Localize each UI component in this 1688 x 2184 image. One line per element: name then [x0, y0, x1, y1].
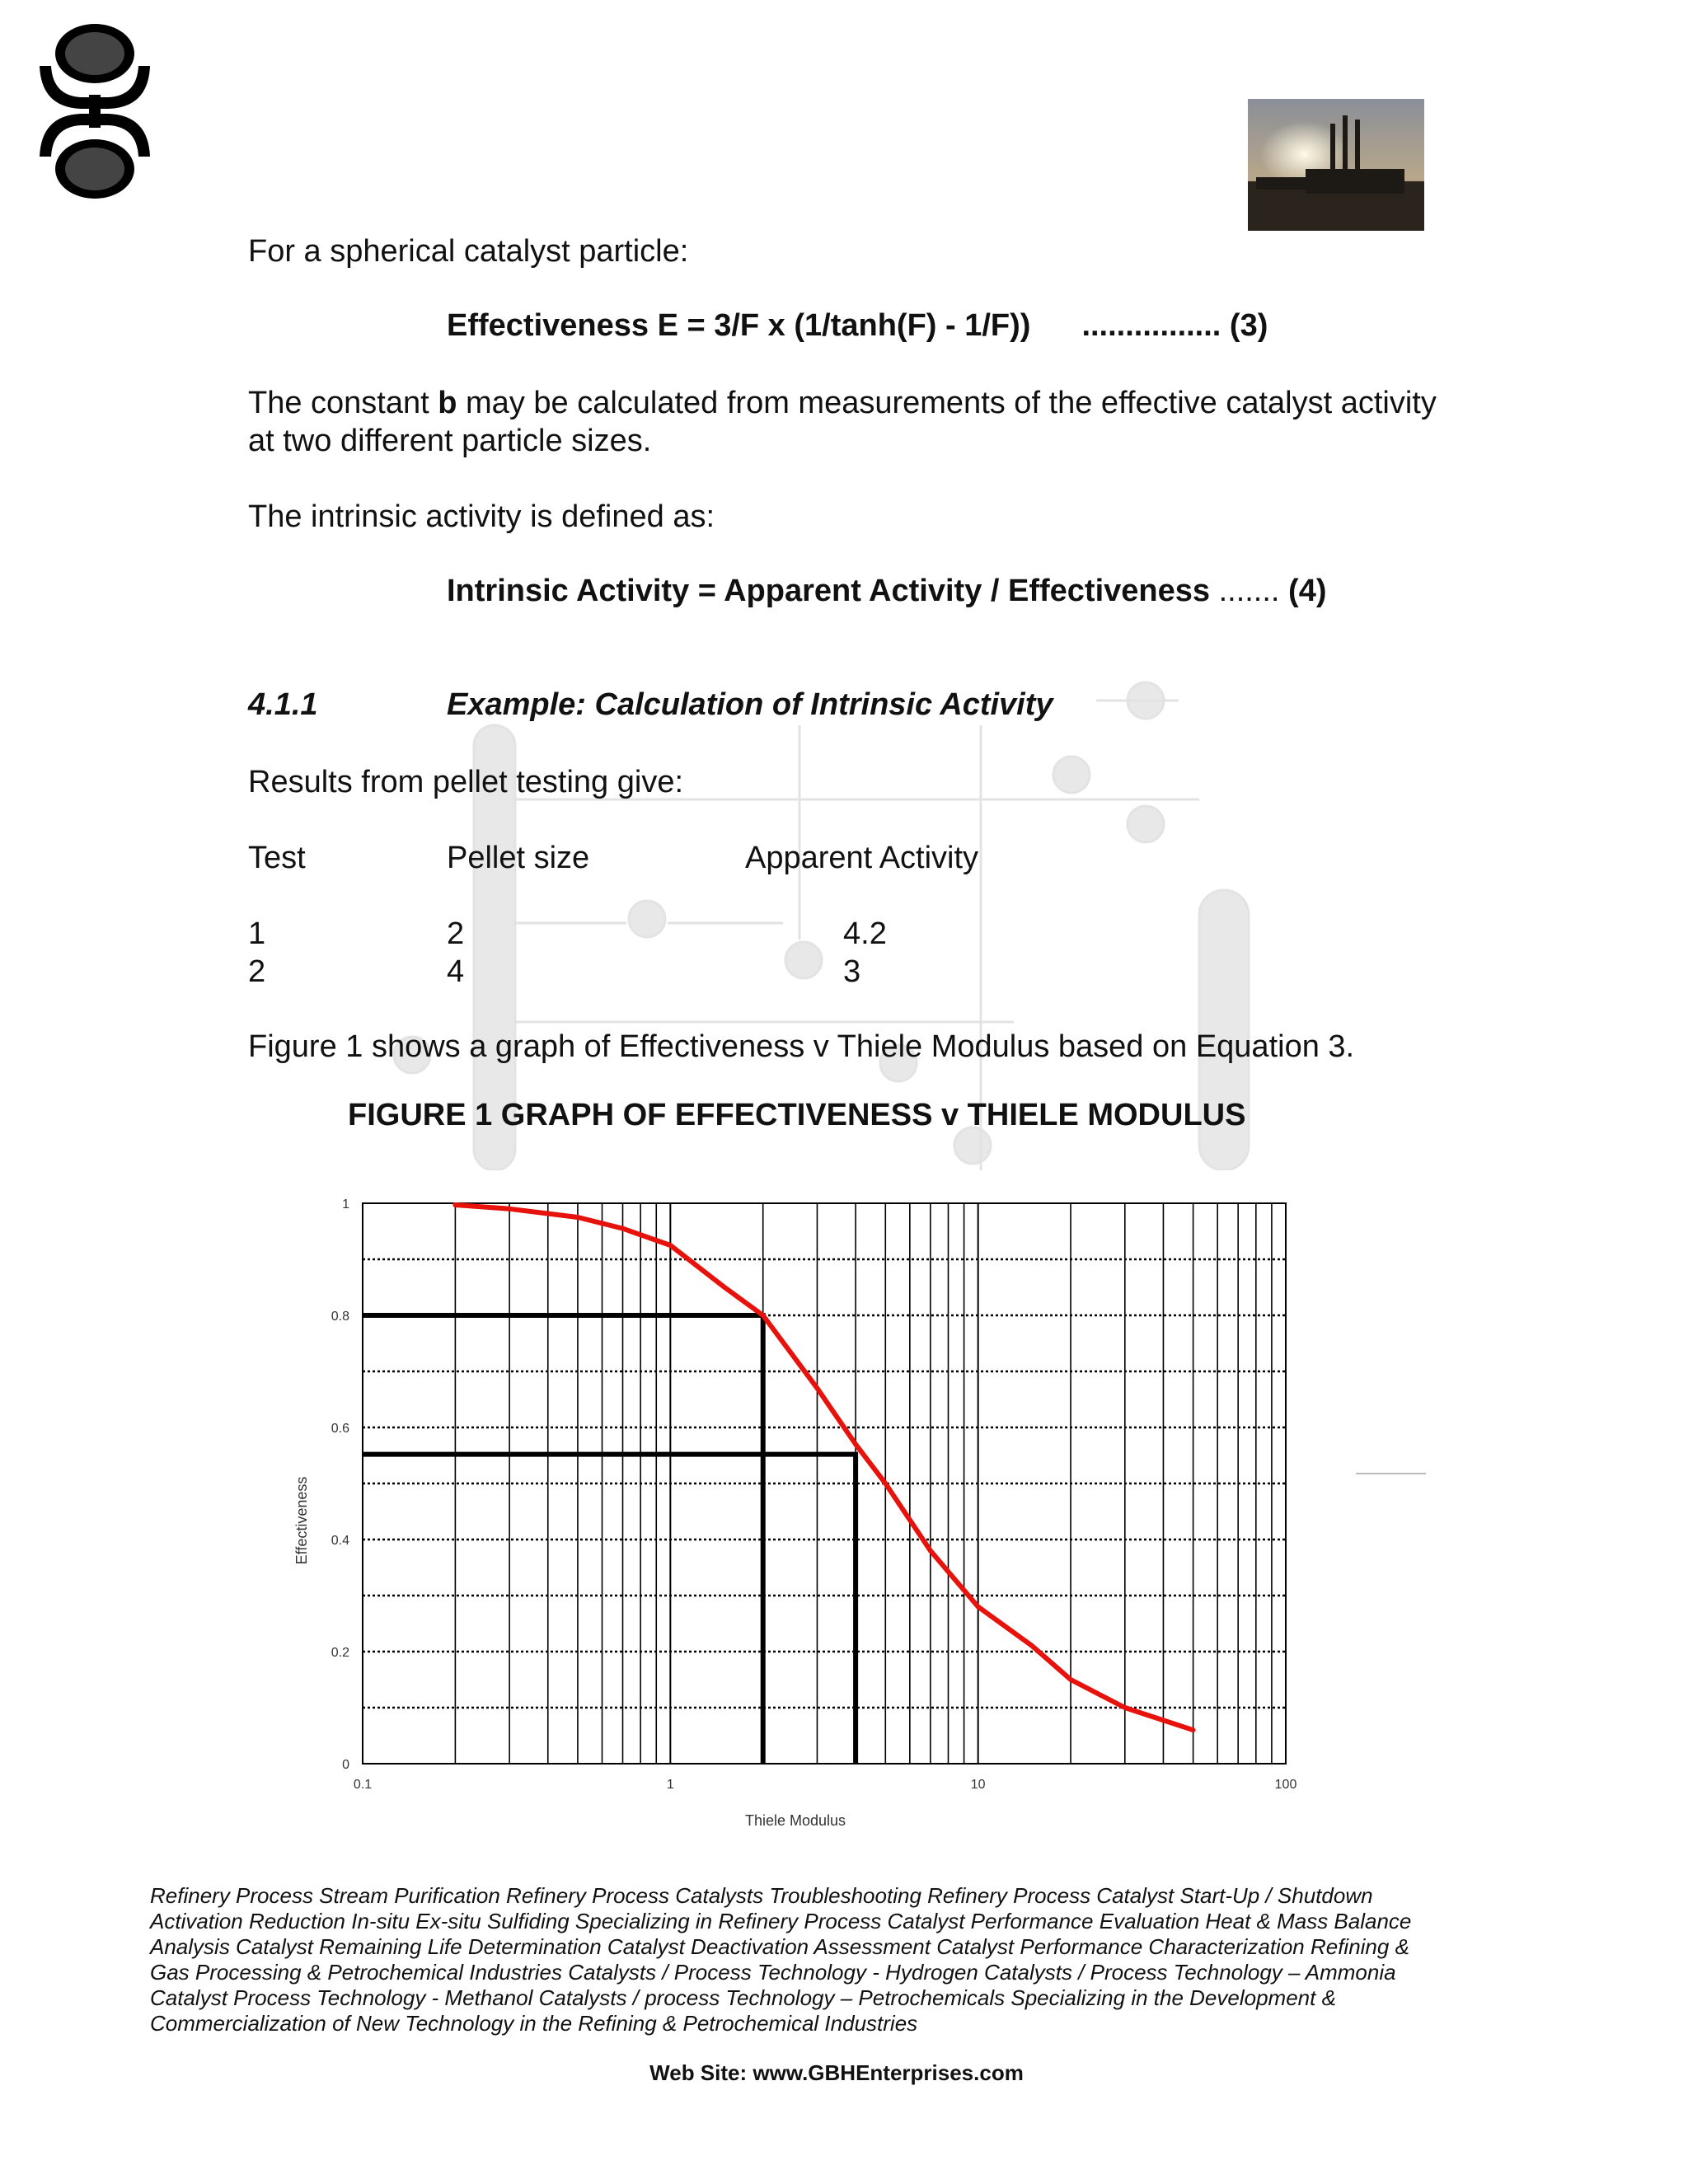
equation-4-formula: Intrinsic Activity = Apparent Activity / Effectiveness	[447, 574, 1211, 608]
chart-x-axis-label: Thiele Modulus	[744, 1812, 846, 1829]
chart-y-tick-label: 0.4	[331, 1534, 349, 1548]
table-header-test: Test	[248, 841, 306, 875]
gbh-logo-icon	[33, 16, 157, 206]
chart-y-tick-label: 0.2	[331, 1646, 349, 1660]
chart-y-axis-label: Effectiveness	[293, 1476, 310, 1565]
table-header-pellet-size: Pellet size	[447, 841, 590, 875]
constant-pre: The constant	[248, 386, 438, 420]
table-header-apparent-activity: Apparent Activity	[745, 841, 979, 875]
decorative-dash	[1356, 1473, 1426, 1474]
chart-reference-line	[363, 1455, 856, 1764]
effectiveness-chart	[280, 1187, 1352, 1846]
figure-title: FIGURE 1 GRAPH OF EFFECTIVENESS v THIELE MODULUS	[348, 1098, 1246, 1132]
constant-b: b	[438, 386, 457, 420]
paragraph-results: Results from pellet testing give:	[248, 765, 684, 799]
equation-3-formula: Effectiveness E = 3/F x (1/tanh(F) - 1/F))	[447, 308, 1031, 343]
footer-services-text: Refinery Process Stream Purification Refinery Process Catalysts Troubleshooting Refinery Process Catalyst Start-Up / Shutdown Activation Reduction In-situ Ex-situ Sulfiding Specializing in Refinery Process Catalyst Performance Evaluation Heat & Mass Balance Analysis Catalyst Remaining Life Determination Catalyst Deactivation Assessment Catalyst Performance Characterization Refining & Gas Processing & Petrochemical Industries Catalysts / Process Technology - Hydrogen Catalysts / Process Technology – Ammonia Catalyst Process Technology - Methanol Catalysts / process Technology – Petrochemicals Specializing in the Development & Commercialization of New Technology in the Refining & Petrochemical Industries	[150, 1883, 1412, 2036]
chart-x-tick-label: 0.1	[353, 1778, 373, 1792]
table-cell-test-1: 1	[248, 916, 266, 951]
chart-y-tick-label: 1	[342, 1197, 349, 1212]
chart-grid	[363, 1203, 1286, 1764]
equation-4	[447, 574, 1326, 609]
table-cell-test-2: 2	[248, 954, 266, 989]
chart-reference-lines	[363, 1315, 856, 1764]
equation-4-dots: .......	[1210, 574, 1280, 608]
section-number: 4.1.1	[248, 687, 318, 722]
section-title: Example: Calculation of Intrinsic Activity	[447, 687, 1053, 722]
section-heading	[248, 687, 1053, 723]
paragraph-figure-reference: Figure 1 shows a graph of Effectiveness v Thiele Modulus based on Equation 3.	[248, 1029, 1355, 1064]
paragraph-spherical: For a spherical catalyst particle:	[248, 234, 689, 269]
table-cell-activity-2: 3	[843, 954, 861, 989]
chart-ticks	[331, 1197, 1297, 1792]
refinery-photo	[1248, 99, 1424, 231]
chart-y-tick-label: 0	[342, 1758, 349, 1772]
table-cell-activity-1: 4.2	[843, 916, 887, 951]
website-link[interactable]: Web Site: www.GBHEnterprises.com	[649, 2060, 1024, 2085]
paragraph-intrinsic-definition: The intrinsic activity is defined as:	[248, 499, 715, 534]
paragraph-constant-b	[248, 384, 1443, 460]
table-cell-pellet-1: 2	[447, 916, 465, 951]
table-cell-pellet-2: 4	[447, 954, 465, 989]
chart-y-tick-label: 0.6	[331, 1422, 349, 1436]
chart-x-tick-label: 1	[666, 1778, 674, 1792]
chart-y-tick-label: 0.8	[331, 1310, 349, 1324]
equation-4-number: (4)	[1279, 574, 1327, 608]
chart-x-tick-label: 10	[970, 1778, 986, 1792]
constant-post: may be calculated from measurements of the effective catalyst activity at two different particle sizes.	[248, 386, 1437, 458]
equation-3-number: ................ (3)	[1081, 308, 1268, 343]
equation-3	[447, 308, 1268, 344]
chart-x-tick-label: 100	[1274, 1778, 1297, 1792]
